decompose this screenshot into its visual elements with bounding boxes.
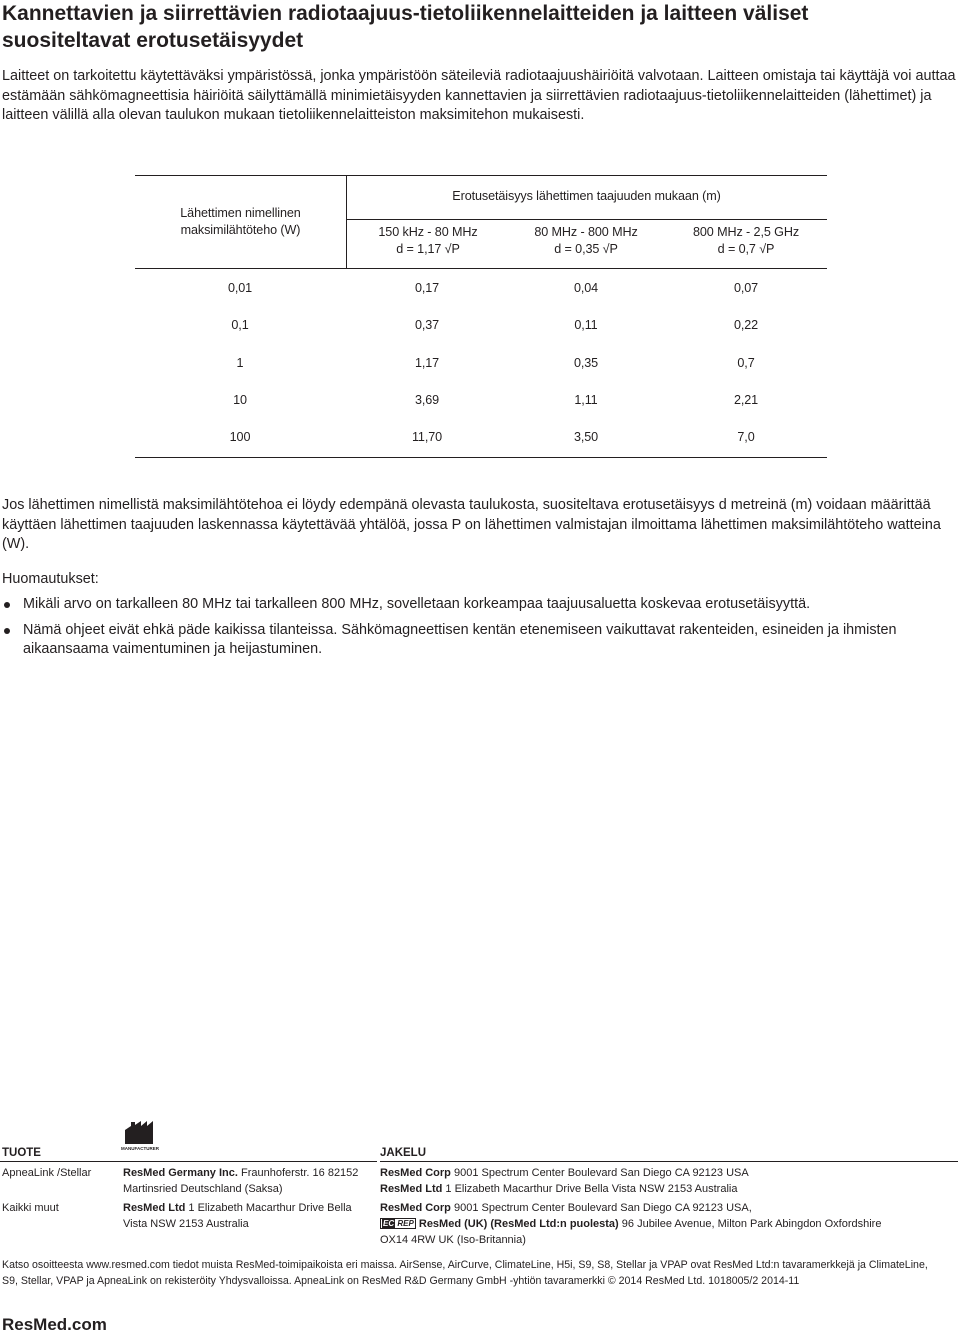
table-cell: 1,11 (574, 393, 598, 407)
table-cell: 1,17 (414, 356, 440, 370)
group-header-rule (346, 219, 827, 220)
legal-line-1: Katso osoitteesta www.resmed.com tiedot muista ResMed-toimipaikoista eri maissa. AirSense, AirCurve, ClimateLine, H5i, S9, S8, Stellar ja VPAP ovat ResMed Ltd:n tavaramerkkejä ja ClimateLine, (2, 1259, 928, 1271)
col-header-formula: d = 1,17 √P (396, 242, 460, 256)
distributor-3 (380, 1200, 958, 1216)
table-cell: 0,11 (574, 318, 598, 332)
footer-rule-right (380, 1161, 958, 1162)
table-top-rule (135, 175, 827, 176)
col-header-formula: d = 0,7 √P (717, 242, 775, 256)
table-cell: 10 (233, 393, 247, 407)
manufacturer-label: MANUFACTURER (121, 1146, 159, 1151)
product-heading: TUOTE (2, 1147, 41, 1159)
distributor-2 (380, 1181, 958, 1197)
manufacturer-1-address: Fraunhoferstr. 16 82152 (241, 1167, 359, 1179)
intro-paragraph: Laitteet on tarkoitettu käytettäväksi ympäristössä, jonka ympäristöön säteileviä radiotaajuushäiriöitä valvotaan. Laitteen omistaja tai käyttäjä voi auttaa estämään sähkömagneettisia häiriöitä säilyttämällä minimietäisyyden kannettavien ja siirrettävien radiotaajuus-tietoliikennelaitteiden (lähettimet) ja laitteen välillä alla olevan taulukon mukaan tietoliikennelaitteiston maksimitehon mukaisesti. (2, 68, 956, 124)
table-cell: 2,21 (733, 393, 759, 407)
table-cell: 0,35 (573, 356, 599, 370)
distributor-4-address: 96 Jubilee Avenue, Milton Park Abingdon Oxfordshire (621, 1218, 882, 1230)
distributor-3-name: ResMed Corp (380, 1202, 451, 1214)
distribution-heading: JAKELU (380, 1147, 427, 1159)
manufacturer-1 (123, 1165, 373, 1197)
table-cell: 0,1 (231, 318, 249, 332)
table-cell: 0,07 (733, 281, 759, 295)
manufacturer-2 (123, 1200, 373, 1232)
ec-rep-rep: REP (397, 1219, 414, 1228)
distributor-4-name: ResMed (UK) (ResMed Ltd:n puolesta) (418, 1218, 619, 1230)
manufacturer-2-address-2: Vista NSW 2153 Australia (123, 1218, 249, 1230)
separation-distance-table (135, 175, 827, 458)
distributor-4 (380, 1216, 958, 1248)
table-cell: 0,04 (573, 281, 599, 295)
bullet-icon (4, 602, 10, 608)
product-2: Kaikki muut (2, 1202, 59, 1214)
group-header: Erotusetäisyys lähettimen taajuuden mukaan (m) (452, 189, 721, 203)
note-item (2, 621, 957, 660)
manufacturer-2-address: 1 Elizabeth Macarthur Drive Bella (188, 1202, 352, 1214)
col-header-freq-2 (506, 224, 666, 258)
bullet-icon (4, 628, 10, 634)
table-cell: 11,70 (411, 430, 443, 444)
manufacturer-1-name: ResMed Germany Inc. (123, 1167, 238, 1179)
table-cell: 0,7 (737, 356, 755, 370)
table-cell: 0,37 (414, 318, 440, 332)
table-cell: 3,69 (414, 393, 440, 407)
formula-explanation: Jos lähettimen nimellistä maksimilähtötehoa ei löydy edempänä olevasta taulukosta, suositeltava erotusetäisyys d metreinä (m) voidaan määrittää käyttäen lähettimen taajuuden laskennassa käytettävää yhtälöä, jossa P on lähettimen valmistajan ilmoittama lähettimen maksimilähtöteho watteina (W). (2, 497, 941, 553)
col-header-range: 150 kHz - 80 MHz (378, 225, 478, 239)
brand-website: ResMed.com (2, 1315, 107, 1334)
table-cell: 0,22 (733, 318, 759, 332)
distributor-2-name: ResMed Ltd (380, 1183, 443, 1195)
col-header-power (135, 205, 346, 239)
notes-heading: Huomautukset: (2, 571, 99, 587)
table-cell: 3,50 (573, 430, 599, 444)
header-bottom-rule (135, 268, 827, 269)
distributor-2-address: 1 Elizabeth Macarthur Drive Bella Vista NSW 2153 Australia (445, 1183, 738, 1195)
ec-rep-icon (380, 1218, 416, 1229)
table-cell: 0,01 (227, 281, 253, 295)
notes-list (2, 595, 957, 666)
distributor-1 (380, 1165, 958, 1181)
col-header-power-line2: maksimilähtöteho (W) (180, 223, 301, 237)
distributor-3-address: 9001 Spectrum Center Boulevard San Diego CA 92123 USA, (453, 1202, 752, 1214)
col-header-freq-1 (348, 224, 508, 258)
table-cell: 0,17 (414, 281, 440, 295)
table-bottom-rule (135, 457, 827, 458)
product-1: ApneaLink /Stellar (2, 1167, 92, 1179)
distributor-1-address: 9001 Spectrum Center Boulevard San Diego CA 92123 USA (453, 1167, 749, 1179)
ec-rep-ec: EC (383, 1219, 395, 1228)
distributor-1-name: ResMed Corp (380, 1167, 451, 1179)
footer-rule-left (0, 1161, 377, 1162)
distributor-4-address-2: OX14 4RW UK (Iso-Britannia) (380, 1234, 526, 1246)
col-header-power-line1: Lähettimen nimellinen (180, 206, 301, 220)
col-header-range: 800 MHz - 2,5 GHz (692, 225, 800, 239)
manufacturer-1-address-2: Martinsried Deutschland (Saksa) (123, 1183, 283, 1195)
manufacturer-icon (123, 1118, 157, 1157)
note-item (2, 595, 957, 615)
col-header-formula: d = 0,35 √P (554, 242, 618, 256)
note-text: Nämä ohjeet eivät ehkä päde kaikissa tilanteissa. Sähkömagneettisen kentän etenemiseen vaikuttavat rakenteiden, esineiden ja ihmisten aikaansaama vaimentuminen ja heijastuminen. (23, 621, 897, 658)
table-cell: 7,0 (737, 430, 755, 444)
legal-line-2: S9, Stellar, VPAP ja ApneaLink on rekisteröity Yhdysvalloissa. ApneaLink on ResMed R&D Germany GmbH -yhtiön tavaramerkki © 2014 ResMed Ltd. 1018005/2 2014-11 (2, 1275, 800, 1287)
page-title: Kannettavien ja siirrettävien radiotaajuus-tietoliikennelaitteiden ja laitteen väliset suositeltavat erotusetäisyydet (2, 2, 809, 52)
note-text: Mikäli arvo on tarkalleen 80 MHz tai tarkalleen 800 MHz, sovelletaan korkeampaa taajuusaluetta koskevaa erotusetäisyyttä. (23, 596, 811, 612)
col-header-range: 80 MHz - 800 MHz (534, 225, 638, 239)
table-cell: 1 (236, 356, 244, 370)
table-cell: 100 (229, 430, 251, 444)
manufacturer-2-name: ResMed Ltd (123, 1202, 186, 1214)
col-header-freq-3 (666, 224, 826, 258)
